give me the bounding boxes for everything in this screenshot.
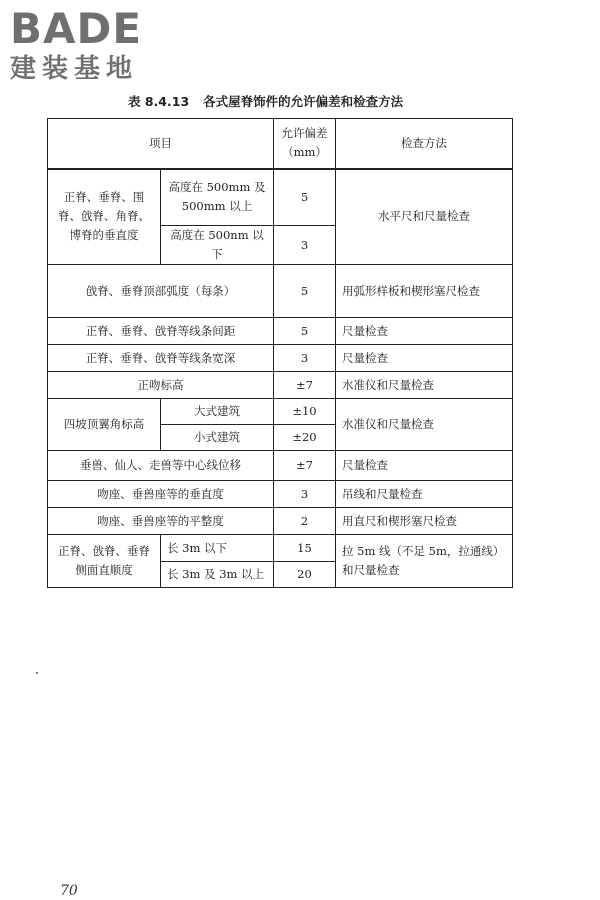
row-item: 正脊、垂脊、戗脊等线条间距	[48, 318, 274, 345]
row-group-label: 正脊、垂脊、围脊、戗脊、角脊、博脊的垂直度	[48, 169, 161, 265]
stray-dot	[36, 672, 38, 674]
header-tolerance	[274, 119, 336, 169]
row-method: 尺量检查	[336, 345, 513, 372]
header-method: 检查方法	[336, 119, 513, 169]
table-caption	[128, 92, 403, 110]
table-row	[48, 451, 513, 481]
row-method: 用弧形样板和楔形塞尺检查	[336, 265, 513, 318]
row-method: 尺量检查	[336, 451, 513, 481]
row-item: 吻座、垂兽座等的垂直度	[48, 481, 274, 508]
row-method: 水平尺和尺量检查	[336, 169, 513, 265]
row-tolerance: 15	[274, 535, 336, 562]
header-tolerance-label: 允许偏差	[281, 126, 328, 141]
row-sub-label: 长 3m 及 3m 以上	[161, 562, 274, 588]
row-tolerance: ±10	[274, 399, 336, 425]
table-header-row	[48, 119, 513, 169]
row-tolerance: 3	[274, 345, 336, 372]
row-method: 拉 5m 线（不足 5m，拉通线）和尺量检查	[336, 535, 513, 588]
row-tolerance: 5	[274, 265, 336, 318]
table-row	[48, 508, 513, 535]
table-row	[48, 399, 513, 425]
row-group-label: 四坡顶翼角标高	[48, 399, 161, 451]
row-sub-label: 小式建筑	[161, 425, 274, 451]
table-row	[48, 345, 513, 372]
row-method: 尺量检查	[336, 318, 513, 345]
table-row	[48, 535, 513, 562]
row-tolerance: 3	[274, 481, 336, 508]
row-tolerance: ±7	[274, 372, 336, 399]
row-tolerance: ±20	[274, 425, 336, 451]
table-row	[48, 265, 513, 318]
row-item: 吻座、垂兽座等的平整度	[48, 508, 274, 535]
header-tolerance-unit: （mm）	[282, 145, 327, 160]
row-tolerance: 5	[274, 318, 336, 345]
table-row	[48, 318, 513, 345]
table-number: 表 8.4.13	[128, 94, 190, 109]
row-group-label: 正脊、戗脊、垂脊侧面直顺度	[48, 535, 161, 588]
row-item: 正脊、垂脊、戗脊等线条宽深	[48, 345, 274, 372]
page-number: 70	[60, 883, 78, 899]
row-tolerance: 5	[274, 169, 336, 226]
row-tolerance: 20	[274, 562, 336, 588]
row-sub-label: 大式建筑	[161, 399, 274, 425]
row-item: 戗脊、垂脊顶部弧度（每条）	[48, 265, 274, 318]
row-tolerance: 2	[274, 508, 336, 535]
row-method: 吊线和尺量检查	[336, 481, 513, 508]
table-row	[48, 372, 513, 399]
row-sub-label: 高度在 500nm 以下	[161, 226, 274, 265]
row-sub-label: 长 3m 以下	[161, 535, 274, 562]
table-title: 各式屋脊饰件的允许偏差和检查方法	[203, 94, 404, 109]
row-sub-label: 高度在 500mm 及 500mm 以上	[161, 169, 274, 226]
tolerance-table	[47, 118, 513, 588]
table-row	[48, 169, 513, 226]
row-item: 正吻标高	[48, 372, 274, 399]
table-row	[48, 481, 513, 508]
header-item: 项目	[48, 119, 274, 169]
row-method: 水准仪和尺量检查	[336, 399, 513, 451]
row-method: 用直尺和楔形塞尺检查	[336, 508, 513, 535]
row-tolerance: ±7	[274, 451, 336, 481]
row-item: 垂兽、仙人、走兽等中心线位移	[48, 451, 274, 481]
brand-logo	[10, 6, 180, 84]
logo-subtitle: 建装基地	[10, 54, 139, 84]
logo-wordmark: BADE	[10, 4, 143, 53]
row-tolerance: 3	[274, 226, 336, 265]
row-method: 水准仪和尺量检查	[336, 372, 513, 399]
